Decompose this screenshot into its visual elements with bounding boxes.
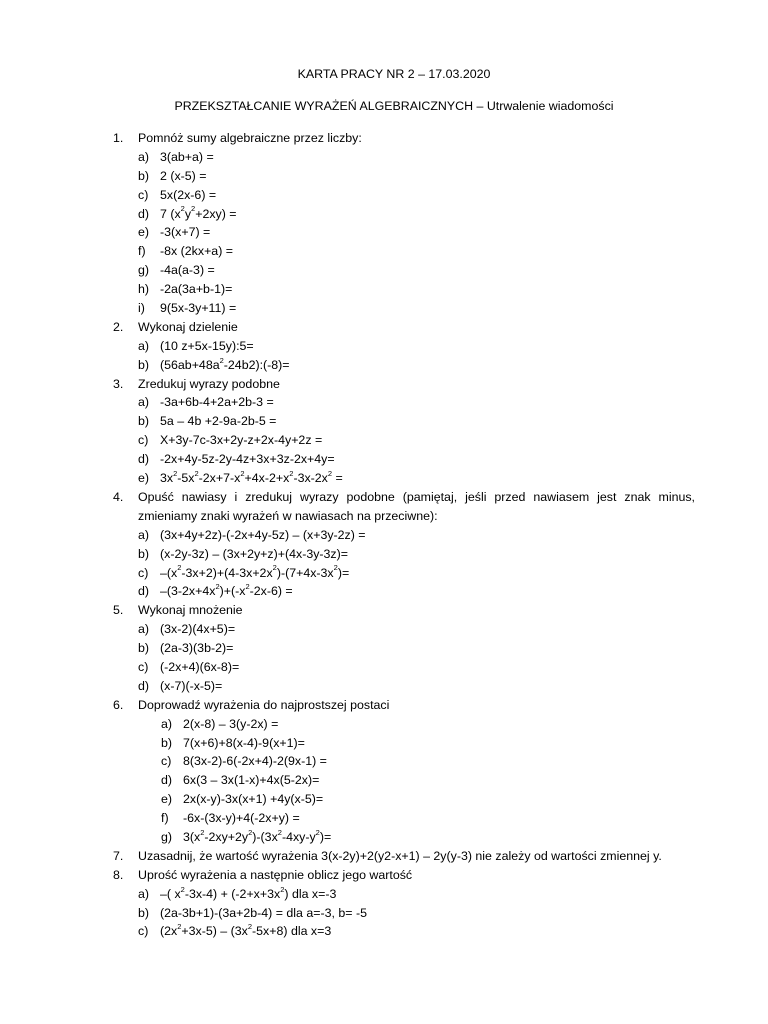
item-expression: (-2x+4)(6x-8)=	[160, 659, 240, 674]
exercise-item	[113, 582, 695, 601]
exercise-item	[113, 242, 695, 261]
worksheet-subtitle: PRZEKSZTAŁCANIE WYRAŻEŃ ALGEBRAICZNYCH – Utrwalenie wiadomości	[174, 99, 614, 113]
item-letter: c)	[138, 924, 149, 939]
task-instruction	[113, 318, 695, 337]
item-letter: c)	[138, 187, 149, 202]
item-letter: e)	[138, 225, 150, 240]
item-expression: $-(3-2x+4x^2)+(-x^2-2x-6)$ =	[160, 582, 293, 599]
item-expression: $3x^2-5x^2-2x+7-x^2+4x-2+x^2-3x-2x^2$ =	[160, 468, 343, 486]
item-expression: 6x(3 – 3x(1-x)+4x(5-2x)=	[183, 773, 320, 788]
item-expression: X+3y-7c-3x+2y-z+2x-4y+2z =	[160, 433, 323, 448]
item-letter: c)	[161, 754, 172, 769]
item-letter: b)	[138, 168, 150, 183]
task-number: 1.	[113, 131, 124, 145]
item-expression: 5a – 4b +2-9a-2b-5 =	[160, 414, 277, 429]
task-instruction	[113, 129, 695, 148]
task-number: 2.	[113, 319, 124, 334]
task-number: 8.	[113, 867, 124, 882]
exercise-item	[113, 261, 695, 280]
exercise-item	[113, 431, 695, 450]
exercise-item	[113, 922, 695, 941]
task-text: Zredukuj wyrazy podobne	[138, 376, 280, 391]
item-expression: 8(3x-2)-6(-2x+4)-2(9x-1) =	[183, 754, 327, 769]
exercise-item	[113, 545, 695, 564]
task-list	[113, 129, 695, 941]
exercise-item	[113, 658, 695, 677]
exercise-item	[113, 677, 695, 696]
exercise-item	[113, 752, 695, 771]
exercise-item	[113, 299, 695, 318]
item-letter: b)	[161, 735, 173, 750]
item-expression: $3(x^2-2xy+2y^2)-(3x^2-4xy-y^2)=$	[183, 827, 332, 844]
item-expression: 3(ab+a) =	[160, 149, 214, 164]
task-text: Uzasadnij, że wartość wyrażenia 3(x-2y)+2(y2-x+1) – 2y(y-3) nie zależy od wartości zmiennej y.	[138, 848, 662, 863]
exercise-item	[113, 639, 695, 658]
exercise-item	[113, 450, 695, 469]
task-number: 4.	[113, 489, 124, 504]
item-letter: c)	[138, 565, 149, 580]
item-expression: 7(x+6)+8(x-4)-9(x+1)=	[183, 735, 305, 750]
exercise-item	[113, 469, 695, 488]
item-letter: b)	[138, 641, 150, 656]
item-expression: –( $x^2-3x-4) + (-2+x+3x^2)$ dla x=-3	[160, 884, 337, 901]
task-text: Opuść nawiasy i zredukuj wyrazy podobne (pamiętaj, jeśli przed nawiasem jest znak minus, zmieniamy znaki wyrażeń w nawiasach na przeciwne):	[138, 489, 695, 523]
item-expression: -3(x+7) =	[160, 225, 211, 240]
task-instruction	[113, 488, 695, 526]
item-expression: 2x(x-y)-3x(x+1) +4y(x-5)=	[183, 792, 324, 807]
item-letter: a)	[138, 338, 150, 353]
item-letter: b)	[138, 357, 150, 372]
task-number: 6.	[113, 697, 124, 712]
exercise-item	[113, 167, 695, 186]
item-expression: 2(x-8) – 3(y-2x) =	[183, 716, 279, 731]
exercise-item	[113, 205, 695, 224]
item-expression: (2a-3)(3b-2)=	[160, 641, 234, 656]
exercise-item	[113, 809, 695, 828]
item-letter: f)	[138, 244, 146, 259]
worksheet-title: KARTA PRACY NR 2 – 17.03.2020	[297, 67, 491, 81]
task-3	[113, 375, 695, 488]
item-letter: b)	[138, 546, 150, 561]
item-expression: (10 z+5x-15y):5=	[160, 338, 254, 353]
item-letter: d)	[138, 678, 150, 693]
item-expression: -3a+6b-4+2a+2b-3 =	[160, 395, 274, 410]
exercise-item	[113, 828, 695, 847]
item-letter: e)	[138, 471, 150, 486]
item-letter: i)	[138, 301, 145, 316]
exercise-item	[113, 564, 695, 583]
item-letter: a)	[138, 886, 150, 901]
item-expression: 9(5x-3y+11) =	[160, 301, 237, 316]
item-letter: a)	[138, 622, 150, 637]
exercise-item	[113, 734, 695, 753]
item-expression: $-(x^2-3x+2)+(4-3x+2x^2)-(7+4x-3x^2)=$	[160, 563, 350, 580]
item-letter: d)	[138, 206, 150, 221]
item-expression: 5x(2x-6) =	[160, 187, 217, 202]
task-number: 5.	[113, 603, 124, 618]
item-expression: -2x+4y-5z-2y-4z+3x+3z-2x+4y=	[160, 452, 335, 467]
item-expression: $(56ab+48a^2-24b2):(-8)=$	[160, 355, 290, 372]
item-expression: (x-2y-3z) – (3x+2y+z)+(4x-3y-3z)=	[160, 546, 348, 561]
exercise-item	[113, 393, 695, 412]
task-instruction	[113, 847, 695, 866]
item-letter: a)	[138, 527, 150, 542]
item-letter: b)	[138, 905, 150, 920]
task-1	[113, 129, 695, 318]
task-instruction	[113, 696, 695, 715]
item-expression: (3x+4y+2z)-(-2x+4y-5z) – (x+3y-2z) =	[160, 527, 366, 542]
item-letter: d)	[161, 773, 173, 788]
item-expression: -4a(a-3) =	[160, 263, 215, 278]
task-8	[113, 866, 695, 942]
item-letter: a)	[138, 395, 150, 410]
exercise-item	[113, 223, 695, 242]
task-text: Doprowadź wyrażenia do najprostszej postaci	[138, 697, 390, 712]
exercise-item	[113, 885, 695, 904]
item-letter: d)	[138, 584, 150, 599]
task-2	[113, 318, 695, 375]
task-text: Wykonaj mnożenie	[138, 603, 243, 618]
item-expression: 7 $(x^2y^2+2xy)$ =	[160, 204, 237, 221]
exercise-item	[113, 280, 695, 299]
exercise-item	[113, 186, 695, 205]
item-letter: g)	[161, 829, 173, 844]
task-5	[113, 601, 695, 695]
item-letter: a)	[138, 149, 150, 164]
exercise-item	[113, 526, 695, 545]
item-letter: c)	[138, 433, 149, 448]
exercise-item	[113, 148, 695, 167]
exercise-item	[113, 620, 695, 639]
task-number: 7.	[113, 848, 124, 863]
item-letter: f)	[161, 811, 169, 826]
item-letter: a)	[161, 716, 173, 731]
task-text: Pomnóż sumy algebraiczne przez liczby:	[138, 131, 362, 145]
item-letter: c)	[138, 659, 149, 674]
item-expression: $(2x^2+3x-5) - (3x^2-5x+8)$ dla x=3	[160, 922, 332, 939]
exercise-item	[113, 356, 695, 375]
item-expression: (3x-2)(4x+5)=	[160, 622, 236, 637]
item-expression: -8x (2kx+a) =	[160, 244, 233, 259]
task-instruction	[113, 866, 695, 885]
item-expression: (x-7)(-x-5)=	[160, 678, 223, 693]
task-6	[113, 696, 695, 847]
exercise-item	[113, 771, 695, 790]
task-7	[113, 847, 695, 866]
item-letter: e)	[161, 792, 173, 807]
item-expression: -6x-(3x-y)+4(-2x+y) =	[183, 811, 300, 826]
exercise-item	[113, 790, 695, 809]
task-4	[113, 488, 695, 601]
task-text: Uprość wyrażenia a następnie oblicz jego wartość	[138, 867, 413, 882]
exercise-item	[113, 715, 695, 734]
item-expression: -2a(3a+b-1)=	[160, 282, 233, 297]
exercise-item	[113, 337, 695, 356]
task-number: 3.	[113, 376, 124, 391]
item-expression: (2a-3b+1)-(3a+2b-4) = dla a=-3, b= -5	[160, 905, 367, 920]
item-letter: h)	[138, 282, 150, 297]
exercise-item	[113, 904, 695, 923]
task-instruction	[113, 601, 695, 620]
task-text: Wykonaj dzielenie	[138, 319, 238, 334]
item-expression: 2 (x-5) =	[160, 168, 207, 183]
item-letter: d)	[138, 452, 150, 467]
item-letter: b)	[138, 414, 150, 429]
task-instruction	[113, 375, 695, 394]
item-letter: g)	[138, 263, 150, 278]
exercise-item	[113, 412, 695, 431]
